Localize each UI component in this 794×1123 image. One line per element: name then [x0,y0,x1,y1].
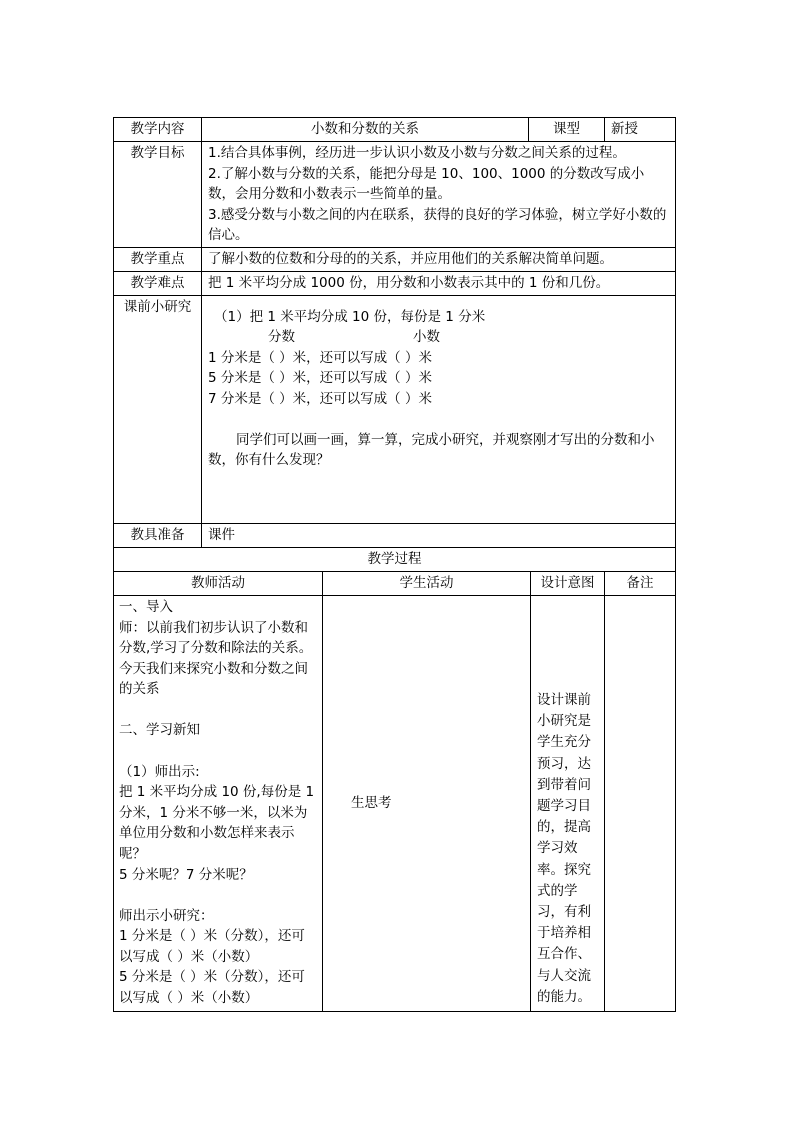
type-label: 课型 [529,118,605,142]
show-text: 把 1 米平均分成 10 份,每份是 1 分米，1 分米不够一米，以米为单位用分数和小数怎样来表示呢？ [119,784,315,862]
preview-label: 课前小研究 [114,295,202,523]
student-activity-cell [323,596,531,1012]
goals-row [114,142,676,248]
type-value: 新授 [605,118,676,142]
teacher-activity-header: 教师活动 [114,572,323,596]
student-activity-header: 学生活动 [323,572,531,596]
study-line: 1 分米是（ ）米（分数），还可以写成（ ）米（小数） [119,928,305,965]
process-table [113,547,676,1012]
goal-item: 2.了解小数与分数的关系，能把分母是 10、100、1000 的分数改写成小数，会用分数和小数表示一些简单的量。 [208,165,645,202]
goal-item: 3.感受分数与小数之间的内在联系，获得的良好的学习体验，树立学好小数的信心。 [208,206,667,243]
process-title-row [114,548,676,572]
key-point-label: 教学重点 [114,247,202,271]
process-title: 教学过程 [114,548,676,572]
preview-row [114,295,676,523]
difficulty-label: 教学难点 [114,271,202,295]
lesson-info-table [113,117,676,548]
new-knowledge-heading: 二、学习新知 [119,722,200,739]
goals-label: 教学目标 [114,142,202,248]
difficulty-row [114,271,676,295]
decimal-column-label: 小数 [413,329,440,345]
goals-value [202,142,676,248]
content-label: 教学内容 [114,118,202,142]
design-intent-header: 设计意图 [531,572,605,596]
student-activity-text: 生思考 [351,795,392,812]
preview-prompt: 同学们可以画一画，算一算，完成小研究，并观察刚才写出的分数和小数，你有什么发现？ [208,431,655,468]
question-text: 5 分米呢？7 分米呢？ [119,866,253,883]
materials-row [114,523,676,547]
key-point-value: 了解小数的位数和分母的的关系，并应用他们的关系解决简单问题。 [202,247,676,271]
content-value: 小数和分数的关系 [202,118,529,142]
key-point-row [114,247,676,271]
preview-line: 5 分米是（ ）米，还可以写成（ ）米 [208,370,432,386]
preview-line: 1 分米是（ ）米，还可以写成（ ）米 [208,349,432,366]
preview-columns [208,327,669,348]
process-header-row [114,572,676,596]
intro-heading: 一、导入 [119,599,173,615]
materials-label: 教具准备 [114,523,202,547]
intro-text: 师：以前我们初步认识了小数和分数,学习了分数和除法的关系。今天我们来探究小数和分数之间的关系 [119,619,313,698]
study-heading: 师出示小研究： [119,907,214,924]
note-header: 备注 [605,572,676,596]
design-intent-cell [531,596,605,1012]
difficulty-value: 把 1 米平均分成 1000 份，用分数和小数表示其中的 1 份和几份。 [202,271,676,295]
study-line: 5 分米是（ ）米（分数），还可以写成（ ）米（小数） [119,969,305,1006]
process-body-row [114,596,676,1012]
goal-item: 1.结合具体事例，经历进一步认识小数及小数与分数之间关系的过程。 [208,145,626,161]
preview-intro: （1）把 1 米平均分成 10 份，每份是 1 分米 [214,308,486,325]
teacher-activity-cell [114,596,323,1012]
fraction-column-label: 分数 [268,329,295,345]
content-row [114,118,676,142]
show-heading: （1）师出示: [119,763,200,780]
materials-value: 课件 [202,523,676,547]
preview-line: 7 分米是（ ）米，还可以写成（ ）米 [208,390,432,407]
preview-value [202,295,676,523]
design-intent-text: 设计课前小研究是学生充分预习，达到带着问题学习目的，提高学习效率。探究式的学习，有利于培养相互合作、与人交流的能力。 [537,691,591,1005]
note-cell [605,596,676,1012]
